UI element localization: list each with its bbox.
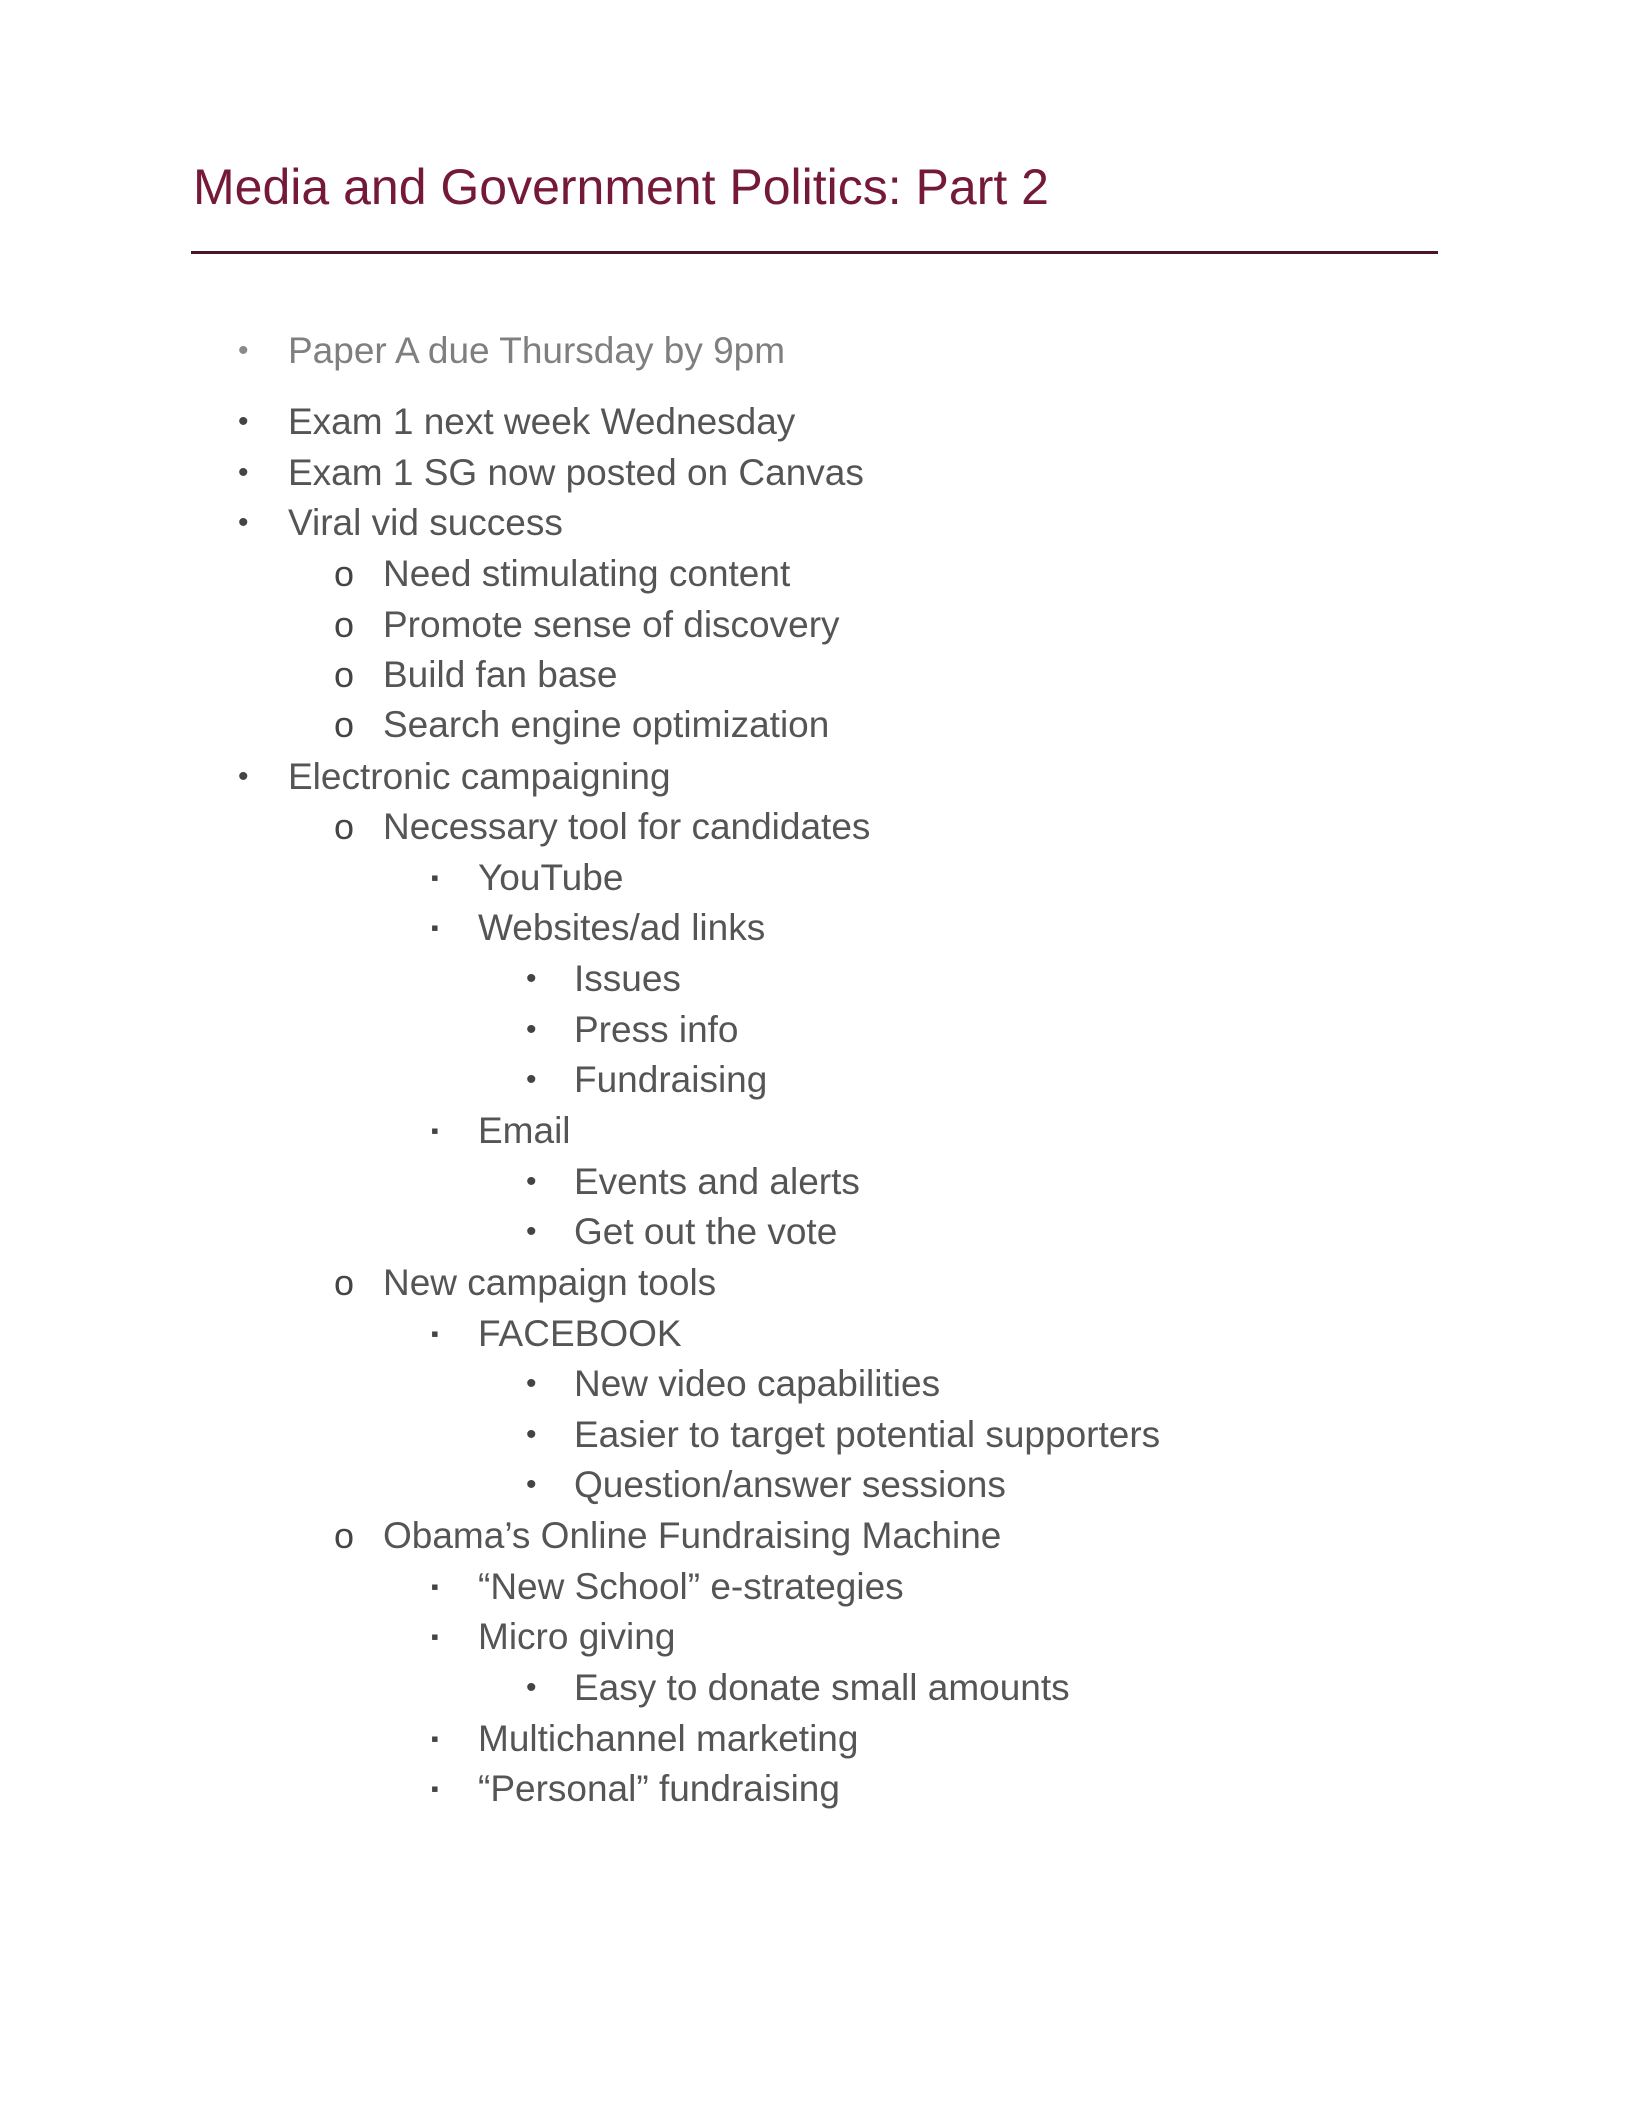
list-item-text: Paper A due Thursday by 9pm [288,330,786,371]
title-underline [191,251,1438,254]
bullet-circle-icon: o [334,806,355,847]
list-item-text: Websites/ad links [478,907,766,948]
bullet-disc-icon: • [526,962,537,995]
list-item-text: Events and alerts [574,1161,860,1202]
list-item-text: Electronic campaigning [288,756,671,797]
list-item-text: Obama’s Online Fundraising Machine [383,1515,1002,1556]
list-item-text: FACEBOOK [478,1313,682,1354]
bullet-disc-icon: • [526,1063,537,1096]
bullet-disc-icon: • [238,334,249,367]
list-item-text: “Personal” fundraising [478,1768,840,1809]
bullet-square-icon: ▪ [431,1726,439,1751]
bullet-disc-icon: • [238,760,249,793]
bullet-disc-icon: • [526,1215,537,1248]
bullet-square-icon: ▪ [431,1624,439,1649]
list-item-text: Multichannel marketing [478,1718,859,1759]
bullet-disc-icon: • [526,1671,537,1704]
bullet-disc-icon: • [526,1418,537,1451]
list-item-text: YouTube [478,857,624,898]
list-item-text: Build fan base [383,654,618,695]
bullet-disc-icon: • [526,1013,537,1046]
list-item-text: Search engine optimization [383,704,830,745]
list-item-text: Easy to donate small amounts [574,1667,1070,1708]
list-item-text: Question/answer sessions [574,1464,1006,1505]
list-item-text: New video capabilities [574,1363,941,1404]
list-item-text: Email [478,1110,571,1151]
list-item-text: Fundraising [574,1059,768,1100]
list-item-text: Easier to target potential supporters [574,1414,1161,1455]
bullet-disc-icon: • [238,456,249,489]
list-item-text: New campaign tools [383,1262,717,1303]
list-item-text: Issues [574,958,681,999]
bullet-circle-icon: o [334,704,355,745]
bullet-square-icon: ▪ [431,915,439,940]
bullet-circle-icon: o [334,654,355,695]
list-item-text: Necessary tool for candidates [383,806,871,847]
bullet-disc-icon: • [526,1468,537,1501]
bullet-disc-icon: • [238,405,249,438]
bullet-circle-icon: o [334,553,355,594]
bullet-circle-icon: o [334,604,355,645]
bullet-circle-icon: o [334,1515,355,1556]
list-item-text: Exam 1 next week Wednesday [288,401,796,442]
list-item-text: Need stimulating content [383,553,791,594]
bullet-square-icon: ▪ [431,1321,439,1346]
bullet-circle-icon: o [334,1262,355,1303]
list-item-text: Micro giving [478,1616,676,1657]
bullet-square-icon: ▪ [431,865,439,890]
list-item-text: Viral vid success [288,502,563,543]
bullet-square-icon: ▪ [431,1574,439,1599]
list-item-text: Get out the vote [574,1211,838,1252]
bullet-disc-icon: • [526,1165,537,1198]
page-title: Media and Government Politics: Part 2 [193,159,1049,215]
bullet-disc-icon: • [526,1367,537,1400]
list-item-text: “New School” e-strategies [478,1566,904,1607]
list-item-text: Promote sense of discovery [383,604,840,645]
bullet-disc-icon: • [238,506,249,539]
bullet-square-icon: ▪ [431,1776,439,1801]
list-item-text: Press info [574,1009,739,1050]
bullet-square-icon: ▪ [431,1118,439,1143]
list-item-text: Exam 1 SG now posted on Canvas [288,452,864,493]
